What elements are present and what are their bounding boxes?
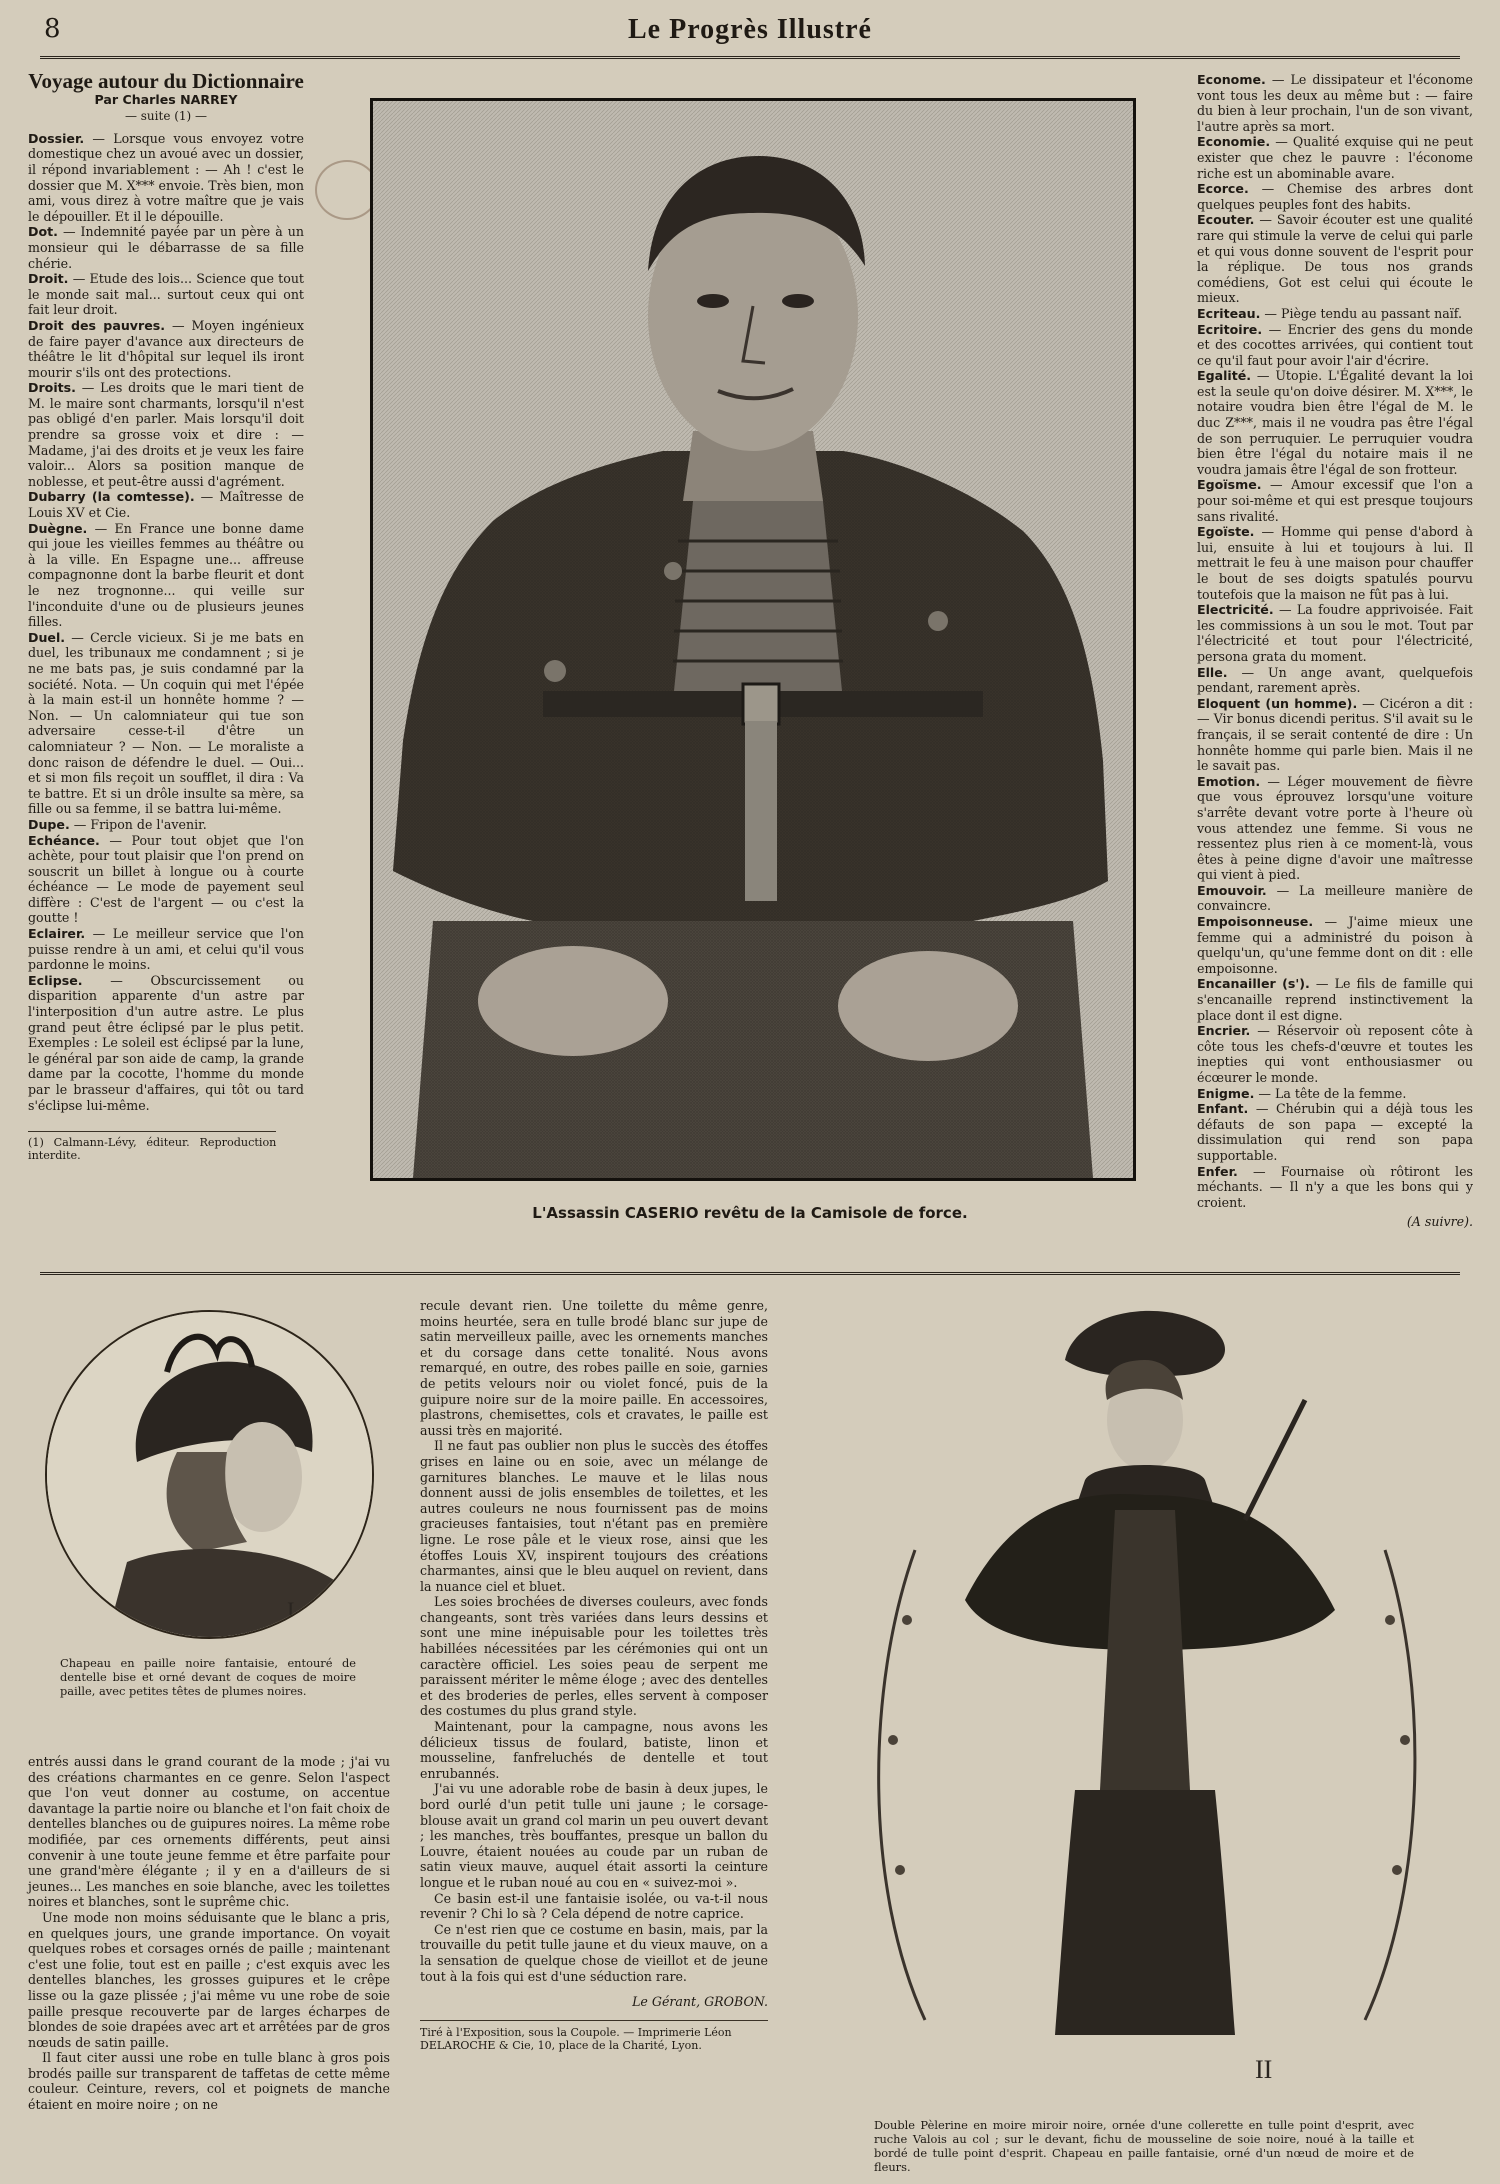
article-title: Voyage autour du Dictionnaire — [28, 69, 304, 93]
entry-definition: — Homme qui pense d'abord à lui, ensuite à lui et toujours à lui. Il mettrait le feu à une maison pour chauffer le bout de ses doigts spatulés pourvu toutefois que la maison ne fût pas à lui. — [1197, 524, 1473, 602]
entry-definition: — Indemnité payée par un père à un monsieur qui le débarrasse de sa fille chérie. — [28, 224, 304, 271]
entry-definition: — Moyen ingénieux de faire payer d'avance aux directeurs de théâtre le lit d'hôpital sur lequel ils iront mourir s'ils ont des protections. — [28, 317, 304, 380]
paragraph: Ce basin est-il une fantaisie isolée, ou va-t-il nous revenir ? Chi lo sà ? Cela dépend de notre caprice. — [420, 1890, 768, 1922]
entry-term: Duègne. — [28, 520, 88, 536]
entry-definition: — Chemise des arbres dont quelques peuples font des habits. — [1197, 181, 1473, 212]
entry-definition: — Savoir écouter est une qualité rare qui stimule la verve de celui qui parle et qui vous donne souvent de l'esprit pour la réplique. De tous nos grands comédiens, Got est celui qui écoute le mieux. — [1197, 212, 1473, 306]
dictionary-entry — [28, 380, 304, 489]
article-author: Par Charles NARREY — [94, 91, 238, 107]
entry-definition: — Fripon de l'avenir. — [69, 816, 207, 832]
entry-definition: — Cercle vicieux. Si je me bats en duel, les tribunaux me condamnent ; si je ne me bats pas, je suis condamné par la société. Nota. — Un coquin qui met l'épée à la main est-il un honnête homme ? — Non. — Un calomniateur qui tue son adversaire cesse-t-il d'être un calomniateur ? — Non. — Le moraliste a donc raison de défendre le duel. — Oui... et si mon fils reçoit un soufflet, il dira : Va te battre. Et si un drôle insulte sa mère, sa fille ou sa femme, il se battra lui-même. — [28, 629, 304, 817]
entry-definition: — Pour tout objet que l'on achète, pour tout plaisir que l'on prend on souscrit un billet à longue ou à courte échéance — Le mode de payement seul diffère : C'est de l'argent — ou c'est la goutte ! — [28, 832, 304, 926]
dictionary-entry — [28, 521, 304, 630]
figure-label-2: II — [1255, 2055, 1273, 2084]
hat-illustration — [47, 1312, 372, 1637]
entry-definition: — Utopie. L'Égalité devant la loi est la seule qu'on doive désirer. M. X***, le notaire voudra bien être l'égal de M. le duc Z***, mais il ne voudra pas être l'égal de son perruquier. Le perruquier voudra bien être l'égal du notaire mais il ne voudra jamais être l'égal de son frotteur. — [1197, 368, 1473, 477]
hat-caption: Chapeau en paille noire fantaisie, entouré de dentelle bise et orné devant de coques de moire paille, avec petites têtes de plumes noires. — [60, 1656, 356, 1698]
entry-term: Eloquent (un homme). — [1197, 695, 1358, 711]
entry-definition: — Lorsque vous envoyez votre domestique chez un avoué avec un dossier, il répond invariablement : — Ah ! c'est le dossier que M. X*** envoie. Très bien, mon ami, vous direz à votre maître que je vais le dépouiller. Et il le dépouille. — [28, 130, 304, 224]
entry-term: Egoïste. — [1197, 524, 1255, 540]
entry-definition: — La meilleure manière de convaincre. — [1197, 882, 1473, 914]
dictionary-entry — [1197, 181, 1473, 212]
article-suite: — suite (1) — — [124, 109, 208, 124]
entry-definition: — Qualité exquise qui ne peut exister que chez le pauvre : l'économe riche est un abominable avare. — [1197, 134, 1473, 181]
entry-term: Empoisonneuse. — [1197, 914, 1314, 930]
paragraph: Il ne faut pas oublier non plus le succès des étoffes grises en laine ou en soie, avec un mélange de garnitures blanches. Le mauve et le lilas nous donnent aussi de jolis ensembles de toilettes, et les autres couleurs ne nous fournissent pas de moins gracieuses fantaisies, tout n'étant pas en première ligne. Le rose pâle et le vieux rose, ainsi que les étoffes Louis XV, inspirent toujours des créations charmantes, ainsi que le bleu auquel on revient, dans la nuance ciel et bluet. — [420, 1438, 768, 1594]
entry-definition: — Chérubin qui a déjà tous les défauts de son papa — excepté la dissimulation qui rend son papa supportable. — [1197, 1101, 1473, 1163]
entry-definition: — Obscurcissement ou disparition apparente d'un astre par l'interposition d'un autre astre. Le plus grand peut être éclipsé par le plus petit. Exemples : Le soleil est éclipsé par la lune, le général par son aide de camp, la grande dame par la cocotte, l'homme du monde par le brasseur d'affaires, qui tôt ou tard s'éclipse lui-même. — [28, 972, 304, 1113]
paragraph: Les soies brochées de diverses couleurs, avec fonds changeants, sont très variées dans leurs dessins et sont une mine inépuisable pour les toilettes très habillées nécessitées par les cérémonies qui ont un caractère officiel. Les soies peau de serpent me paraissent mériter le même éloge ; avec des dentelles et des broderies de perles, elles servent à composer des costumes du plus grand style. — [420, 1594, 768, 1719]
entries-right — [1197, 72, 1473, 1210]
entry-term: Enfer. — [1197, 1163, 1238, 1179]
dictionary-entry — [1197, 883, 1473, 914]
entry-term: Dossier. — [28, 130, 85, 146]
dictionary-entry — [28, 131, 304, 225]
entry-term: Dupe. — [28, 816, 70, 832]
entry-term: Economie. — [1197, 134, 1271, 150]
entry-term: Droit des pauvres. — [28, 317, 166, 333]
fashion-illustration-cape — [845, 1290, 1445, 2100]
dictionary-column-right — [1197, 72, 1473, 1230]
entry-term: Droits. — [28, 380, 76, 396]
paragraph: Ce n'est rien que ce costume en basin, mais, par la trouvaille du petit tulle jaune et du vieux mauve, on a la sensation de quelque chose de vieillot et de jeune tout à la fois qui est d'une séduction rare. — [420, 1921, 768, 1984]
entry-term: Dot. — [28, 224, 58, 240]
cape-illustration — [845, 1290, 1445, 2090]
entry-term: Electricité. — [1197, 602, 1274, 618]
entry-definition: — La foudre apprivoisée. Fait les commissions à un sou le mot. Tout par l'électricité et tout pour l'électricité, persona grata du moment. — [1197, 602, 1473, 664]
portrait-caption: L'Assassin CASERIO revêtu de la Camisole de force. — [532, 1204, 968, 1222]
entry-definition: — Piège tendu au passant naïf. — [1260, 305, 1462, 321]
entry-term: Elle. — [1197, 664, 1228, 680]
dictionary-entry — [1197, 1023, 1473, 1085]
dictionary-entry — [28, 224, 304, 271]
dictionary-entry — [1197, 477, 1473, 524]
entry-term: Econome. — [1197, 72, 1266, 87]
dictionary-entry — [28, 833, 304, 927]
entry-term: Emotion. — [1197, 773, 1261, 789]
section-rule — [40, 1272, 1460, 1275]
portrait-illustration — [373, 101, 1133, 1178]
dictionary-entry — [1197, 322, 1473, 369]
page-header — [40, 10, 1460, 54]
dictionary-entry — [28, 318, 304, 380]
entry-term: Enigme. — [1197, 1085, 1255, 1101]
dictionary-entry — [1197, 602, 1473, 664]
dictionary-entry — [1197, 306, 1473, 322]
entry-term: Enfant. — [1197, 1101, 1249, 1117]
dictionary-entry — [1197, 72, 1473, 134]
entry-definition: — Léger mouvement de fièvre que vous éprouvez lorsqu'une voiture s'arrête devant votre porte à l'heure où vous attendez une femme. Si vous ne ressentez plus rien à ce moment-là, vous êtes à peine digne d'avoir une maîtresse qui vient à pied. — [1197, 773, 1473, 883]
dictionary-column-left — [28, 69, 304, 1163]
entry-definition: — Le meilleur service que l'on puisse rendre à un ami, et celui qu'il vous pardonne le moins. — [28, 926, 304, 973]
entry-term: Encrier. — [1197, 1023, 1251, 1039]
dictionary-entry — [1197, 368, 1473, 477]
entry-term: Ecorce. — [1197, 181, 1249, 197]
entry-term: Eclipse. — [28, 972, 83, 988]
entry-term: Ecouter. — [1197, 212, 1255, 228]
entry-definition: — J'aime mieux une femme qui a administré du poison à quelqu'un, qu'une femme dont on dit : elle empoisonne. — [1197, 914, 1473, 976]
entry-definition: — Le fils de famille qui s'encanaille reprend instinctivement la place dont il est digne. — [1197, 976, 1474, 1023]
dictionary-entry — [1197, 696, 1473, 774]
paragraph: J'ai vu une adorable robe de basin à deux jupes, le bord ourlé d'un petit tulle uni jaune ; le corsage-blouse avait un grand col marin un peu ouvert devant ; les manches, très bouffantes, presque un ballon du Louvre, étaient nouées au coude par un ruban de satin vieux mauve, auquel était assorti la ceinture longue et le ruban noué au cou en « suivez-moi ». — [420, 1781, 768, 1890]
dictionary-entry — [1197, 524, 1473, 602]
paragraph: Maintenant, pour la campagne, nous avons les délicieux tissus de foulard, batiste, linon et mousseline, fanfreluchés de dentelle et tout enrubannés. — [420, 1719, 768, 1781]
page-number: 8 — [44, 14, 61, 44]
entry-term: Droit. — [28, 271, 69, 287]
dictionary-entry — [28, 817, 304, 833]
entry-definition: — Un ange avant, quelquefois pendant, rarement après. — [1197, 664, 1473, 696]
fashion-column-left — [28, 1754, 390, 2113]
paragraph: Une mode non moins séduisante que le blanc a pris, en quelques jours, une grande importance. On voyait quelques robes et corsages ornés de paille ; maintenant c'est une folie, tout est en paille ; c'est exquis avec les dentelles blanches, les grosses guipures et le crêpe lisse ou la gaze plissée ; j'ai même vu une robe de soie paille presque recouverte par de larges écharpes de blondes de soie drapées avec art et arrêtées par de gros nœuds de satin paille. — [28, 1909, 390, 2050]
fashion-illustration-hat — [45, 1310, 374, 1639]
entry-definition: — Fournaise où rôtiront les méchants. — Il n'y a que les bons qui y croient. — [1197, 1163, 1473, 1210]
dictionary-entry — [28, 926, 304, 973]
dictionary-entry — [1197, 134, 1473, 181]
entries-left — [28, 131, 304, 1113]
entry-term: Duel. — [28, 629, 66, 645]
entry-definition: — Réservoir où reposent côte à côte tous les chefs-d'œuvre et toutes les inepties qui vont enthousiasmer ou écœurer le monde. — [1197, 1023, 1473, 1085]
entry-term: Dubarry (la comtesse). — [28, 489, 195, 505]
entry-term: Eclairer. — [28, 926, 86, 942]
footnote: (1) Calmann-Lévy, éditeur. Reproduction interdite. — [28, 1131, 276, 1162]
dictionary-entry — [1197, 914, 1473, 976]
entry-definition: — Le dissipateur et l'économe vont tous les deux au même but : — faire du bien à leur prochain, l'un de son vivant, l'autre après sa mort. — [1197, 72, 1473, 134]
imprint: Tiré à l'Exposition, sous la Coupole. — Imprimerie Léon DELAROCHE & Cie, 10, place de la Charité, Lyon. — [420, 2020, 768, 2052]
dictionary-entry — [1197, 665, 1473, 696]
entry-term: Egalité. — [1197, 368, 1252, 384]
paragraph: recule devant rien. Une toilette du même genre, moins heurtée, sera en tulle brodé blanc sur jupe de satin merveilleux paille, avec les ornements manches et du corsage dans cette tonalité. Nous avons remarqué, en outre, des robes paille en soie, garnies de petits velours noir ou violet foncé, puis de la guipure noire sur de la moire paille. En accessoires, plastrons, chemisettes, cols et cravates, le paille est aussi très en majorité. — [420, 1298, 768, 1438]
entry-definition: — Encrier des gens du monde et des cocottes arrivées, qui contient tout ce qu'il faut pour avoir l'air d'écrire. — [1197, 321, 1473, 368]
dictionary-entry — [28, 630, 304, 817]
dictionary-entry — [1197, 1086, 1473, 1102]
signature: Le Gérant, GROBON. — [632, 1994, 768, 2010]
entry-term: Ecritoire. — [1197, 321, 1263, 337]
entry-definition: — En France une bonne dame qui joue les vieilles femmes au théâtre ou à la ville. En Espagne une... affreuse compagnonne dont la barbe fleurit et dont le nez trognonne... qui veille sur l'inconduite d'une ou de plusieurs jeunes filles. — [28, 520, 304, 630]
entry-definition: — Amour excessif que l'on a pour soi-même et qui est presque toujours sans rivalité. — [1197, 477, 1473, 524]
paragraph: Il faut citer aussi une robe en tulle blanc à gros pois brodés paille sur transparent de taffetas de cette même couleur. Ceinture, revers, col et poignets de manche étaient en moire noire ; on ne — [28, 2050, 390, 2113]
entry-term: Ecriteau. — [1197, 305, 1261, 321]
fashion-column-middle — [420, 1298, 768, 2052]
dictionary-entry — [28, 973, 304, 1113]
paragraph: entrés aussi dans le grand courant de la mode ; j'ai vu des créations charmantes en ce genre. Selon l'aspect que l'on veut donner au costume, on accentue davantage la partie noire ou blanche et l'on fait choix de dentelles blanches ou de guipures noires. La même robe modifiée, par ces ornements différents, peut ainsi convenir à une toute jeune femme et être parfaite pour une grand'mère élégante ; il y en a d'ailleurs de si jeunes... Les manches en soie blanche, avec les toilettes noires et blanches, sont le suprême chic. — [28, 1754, 390, 1910]
entry-term: Echéance. — [28, 832, 100, 848]
portrait-engraving — [370, 98, 1136, 1181]
dictionary-entry — [1197, 976, 1473, 1023]
entry-definition: — Maîtresse de Louis XV et Cie. — [28, 489, 304, 521]
entry-term: Encanailler (s'). — [1197, 976, 1310, 992]
figure-label-1: I. — [287, 1597, 300, 1622]
entry-definition: — Cicéron a dit : — Vir bonus dicendi peritus. S'il avait su le français, il se serait contenté de dire : Un honnête homme qui parle bien. Mais il ne le savait pas. — [1197, 695, 1473, 774]
entry-definition: — Etude des lois... Science que tout le monde sait mal... surtout ceux qui ont fait leur droit. — [28, 271, 304, 318]
dictionary-entry — [28, 271, 304, 318]
dictionary-entry — [28, 489, 304, 520]
cape-caption: Double Pèlerine en moire miroir noire, ornée d'une collerette en tulle point d'esprit, avec ruche Valois au col ; sur le devant, fichu de mousseline de soie noire, noué à la taille et bordé de tulle point d'esprit. Chapeau en paille fantaisie, orné d'un nœud de moire et de fleurs. — [874, 2118, 1414, 2174]
to-be-continued: (A suivre). — [1406, 1214, 1473, 1230]
entry-term: Emouvoir. — [1197, 882, 1267, 898]
entry-term: Egoïsme. — [1197, 477, 1262, 493]
dictionary-entry — [1197, 774, 1473, 883]
masthead: Le Progrès Illustré — [628, 14, 872, 45]
entry-definition: — La tête de la femme. — [1254, 1085, 1407, 1101]
dictionary-entry — [1197, 1101, 1473, 1163]
dictionary-entry — [1197, 212, 1473, 306]
header-rule — [40, 56, 1460, 59]
dictionary-entry — [1197, 1164, 1473, 1211]
entry-definition: — Les droits que le mari tient de M. le maire sont charmants, lorsqu'il n'est pas obligé d'en parler. Mais lorsqu'il doit prendre sa grosse voix et dire : — Madame, j'ai des droits et je veux les faire valoir... Alors sa position manque de noblesse, et peut-être aussi d'agrément. — [28, 380, 304, 489]
